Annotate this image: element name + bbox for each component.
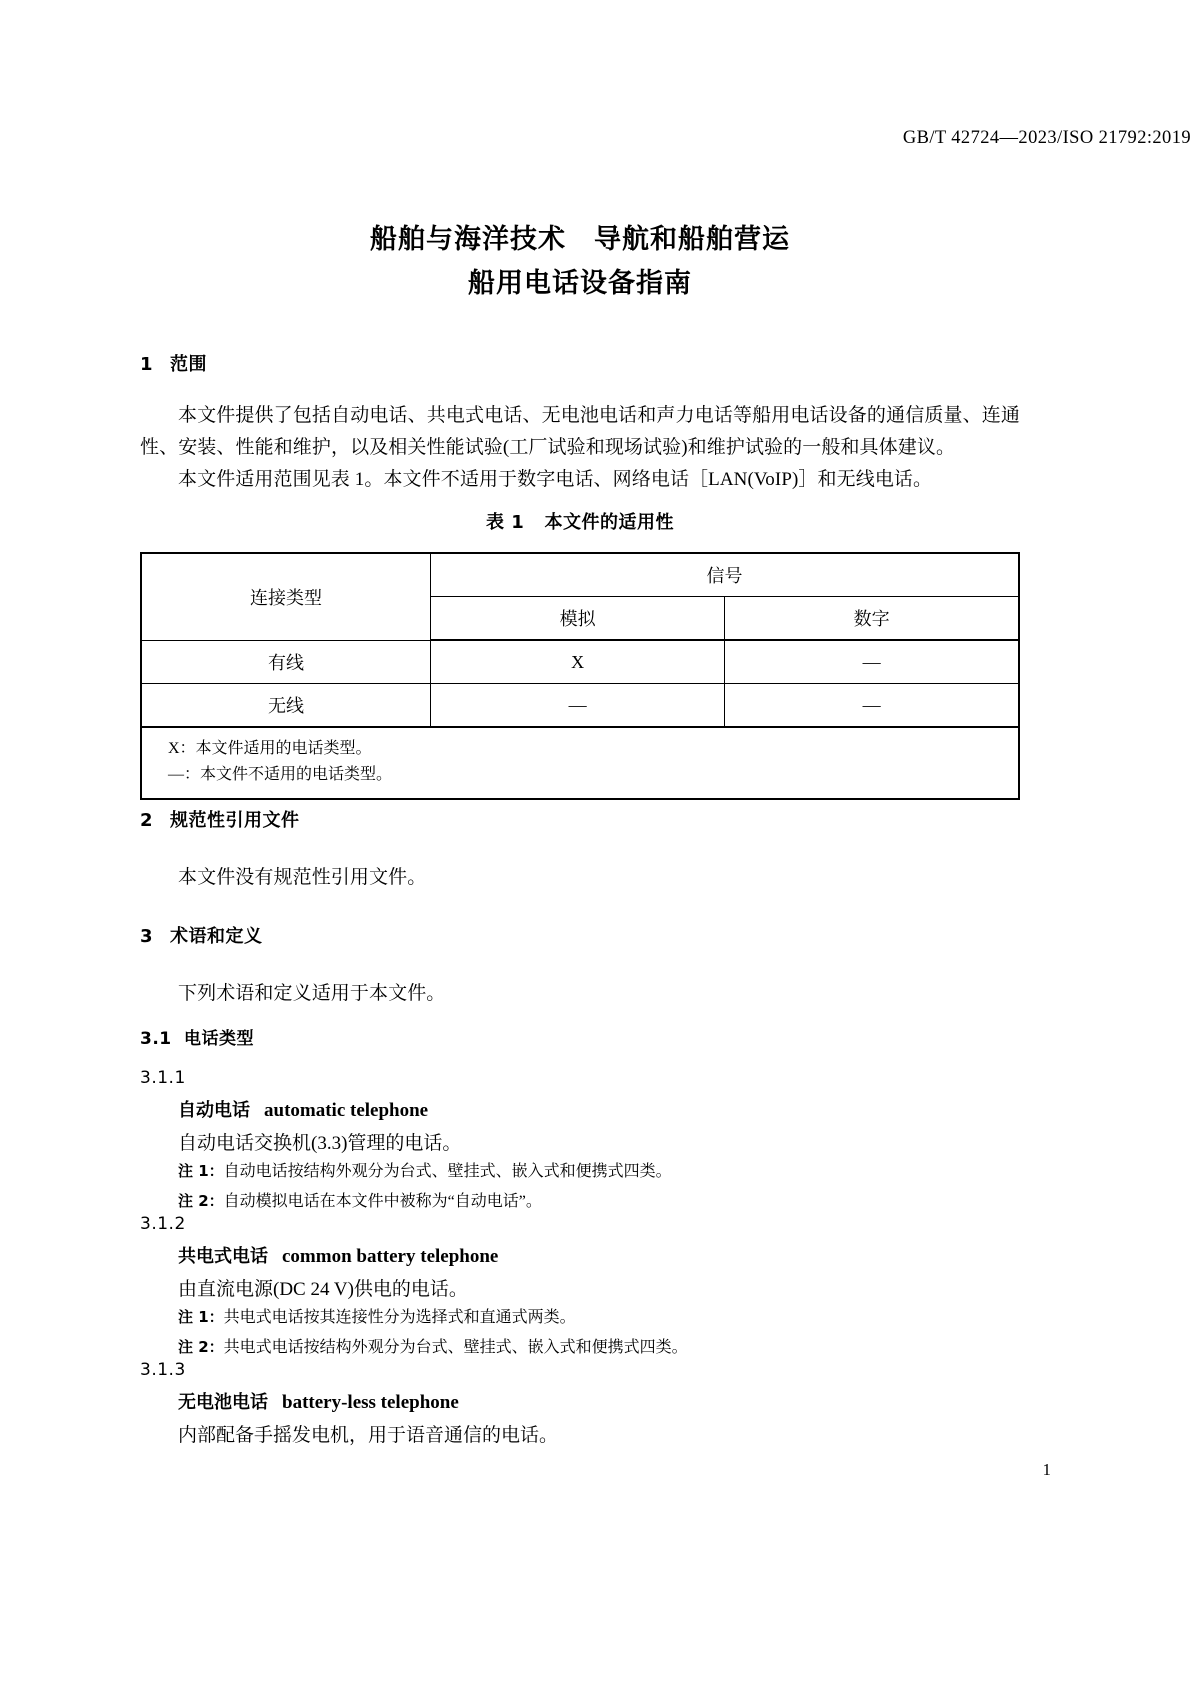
clause-3-title: 术语和定义 [170, 926, 263, 947]
table-1-note-1: X：本文件适用的电话类型。 [168, 740, 372, 757]
document-header [0, 128, 1191, 149]
note-text: 共电式电话按结构外观分为台式、壁挂式、嵌入式和便携式四类。 [223, 1339, 688, 1356]
table-1-cell-wired-analog: X [431, 640, 725, 684]
table-1 [140, 552, 1020, 800]
table-1-cell-wireless-digital: — [725, 684, 1019, 728]
table-1-header-signal: 信号 [431, 553, 1020, 597]
term-3-1-1-title [178, 1096, 428, 1122]
page-title [140, 218, 1020, 306]
clause-2-heading [140, 806, 300, 832]
term-3-1-1-note-1 [178, 1158, 672, 1181]
term-3-1-2-note-2 [178, 1334, 688, 1357]
term-3-1-3-title [178, 1388, 459, 1414]
clause-1-heading [140, 350, 207, 376]
term-3-1-2-term-cn: 共电式电话 [178, 1246, 268, 1267]
table-1-caption [140, 508, 1020, 534]
table-1-caption-title: 本文件的适用性 [544, 512, 675, 533]
term-3-1-1-number: 3.1.1 [140, 1068, 186, 1088]
term-3-1-2-definition: 由直流电源(DC 24 V)供电的电话。 [178, 1279, 468, 1300]
term-3-1-3-definition: 内部配备手摇发电机，用于语音通信的电话。 [178, 1425, 559, 1446]
clause-1-title: 范围 [170, 354, 207, 375]
note-label: 注 2： [178, 1338, 224, 1356]
note-text: 共电式电话按其连接性分为选择式和直通式两类。 [223, 1309, 576, 1326]
table-1-header-connection-type: 连接类型 [141, 553, 431, 640]
term-3-1-3-term-cn: 无电池电话 [178, 1392, 268, 1413]
table-1-note-2: —：本文件不适用的电话类型。 [168, 766, 393, 783]
table-1-header-digital: 数字 [725, 597, 1019, 641]
clause-3-1-title: 电话类型 [184, 1029, 254, 1049]
note-text: 自动电话按结构外观分为台式、壁挂式、嵌入式和便携式四类。 [223, 1163, 672, 1180]
clause-3-1-number: 3.1 [140, 1029, 172, 1049]
table-1-header-analog: 模拟 [431, 597, 725, 641]
table-1-caption-label: 表 1 [485, 512, 525, 533]
clause-1-paragraph-1: 本文件提供了包括自动电话、共电式电话、无电池电话和声力电话等船用电话设备的通信质量、连通性、安装、性能和维护，以及相关性能试验(工厂试验和现场试验)和维护试验的一般和具体建议。 [140, 405, 1020, 458]
clause-2-number: 2 [140, 810, 154, 831]
clause-1-number: 1 [140, 354, 154, 375]
title-line-1: 船舶与海洋技术 导航和船舶营运 [370, 224, 790, 255]
term-3-1-2-number: 3.1.2 [140, 1214, 186, 1234]
clause-3-heading [140, 922, 263, 948]
term-3-1-3-term-en: battery-less telephone [282, 1392, 459, 1413]
table-row [141, 553, 1019, 597]
table-1-cell-wireless-analog: — [431, 684, 725, 728]
clause-1-paragraph-2: 本文件适用范围见表 1。本文件不适用于数字电话、网络电话［LAN(VoIP)］和无线电话。 [178, 469, 933, 490]
term-3-1-2-term-en: common battery telephone [282, 1246, 499, 1267]
table-1-cell-type-wireless: 无线 [141, 684, 431, 728]
standard-code: GB/T 42724—2023/ISO 21792:2019 [902, 128, 1191, 148]
title-line-2: 船用电话设备指南 [468, 268, 692, 299]
table-1-cell-type-wired: 有线 [141, 640, 431, 684]
table-row [141, 640, 1019, 684]
note-label: 注 1： [178, 1162, 224, 1180]
clause-2-paragraph-1: 本文件没有规范性引用文件。 [178, 867, 427, 888]
term-3-1-3-number: 3.1.3 [140, 1360, 186, 1380]
term-3-1-1-term-en: automatic telephone [264, 1100, 429, 1121]
page-number: 1 [1042, 1460, 1051, 1479]
note-text: 自动模拟电话在本文件中被称为“自动电话”。 [223, 1193, 542, 1210]
term-3-1-1-definition: 自动电话交换机(3.3)管理的电话。 [178, 1133, 462, 1154]
term-3-1-2-note-1 [178, 1304, 576, 1327]
table-1-notes [141, 727, 1019, 799]
clause-3-1-heading [140, 1024, 254, 1049]
term-3-1-2-title [178, 1242, 498, 1268]
clause-3-number: 3 [140, 926, 154, 947]
table-1-cell-wired-digital: — [725, 640, 1019, 684]
table-row [141, 727, 1019, 799]
note-label: 注 2： [178, 1192, 224, 1210]
table-row [141, 684, 1019, 728]
clause-3-paragraph-1: 下列术语和定义适用于本文件。 [178, 983, 446, 1004]
clause-2-title: 规范性引用文件 [170, 810, 300, 831]
note-label: 注 1： [178, 1308, 224, 1326]
term-3-1-1-note-2 [178, 1188, 542, 1211]
term-3-1-1-term-cn: 自动电话 [178, 1100, 250, 1121]
